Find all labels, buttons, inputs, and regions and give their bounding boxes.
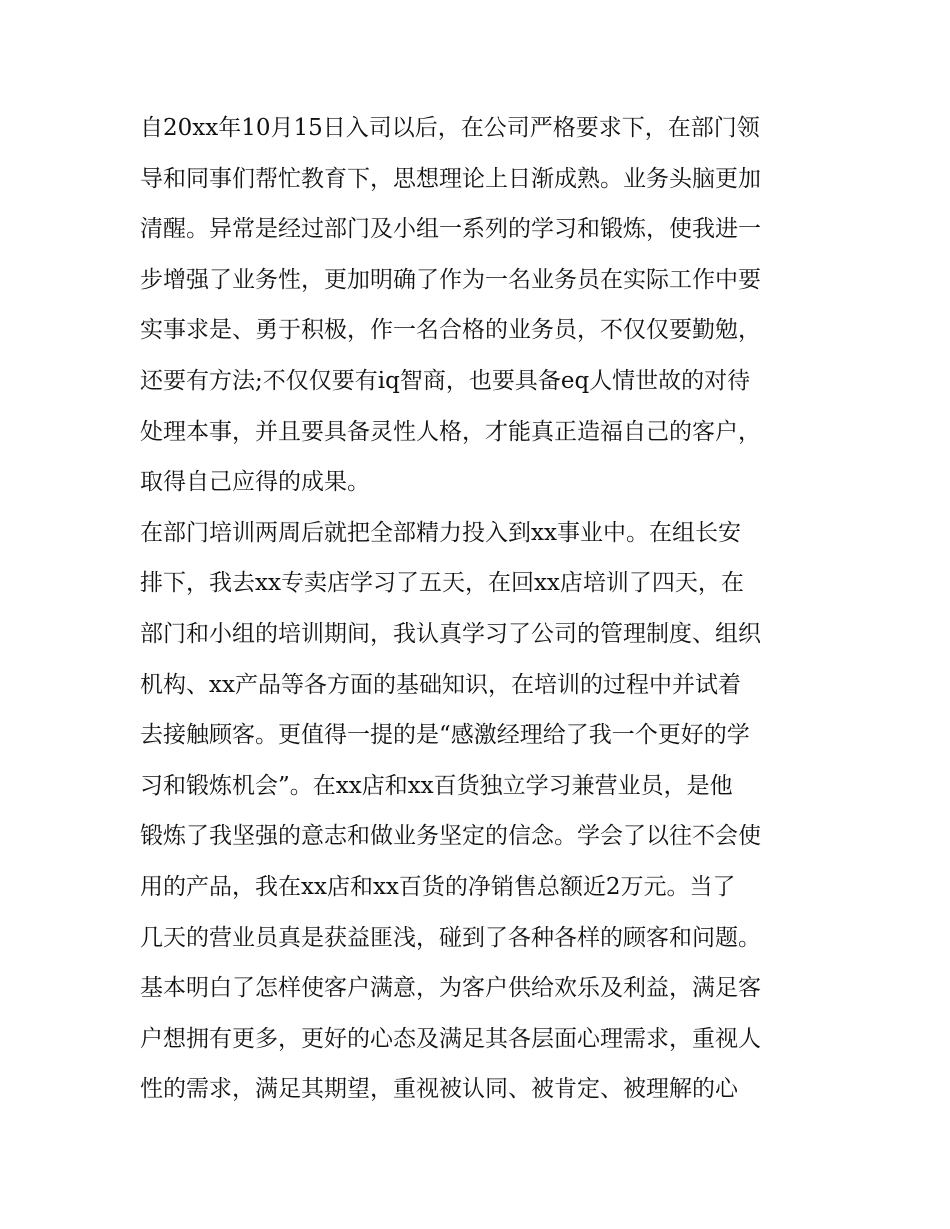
paragraph-2 — [140, 508, 830, 1115]
text-line: 机构、xx产品等各方面的基础知识，在培训的过程中并试着 — [140, 671, 741, 698]
paragraph-1 — [140, 103, 830, 508]
text-line: 步增强了业务性，更加明确了作为一名业务员在实际工作中要 — [140, 266, 761, 293]
text-line: 处理本事，并且要具备灵性人格，才能真正造福自己的客户， — [140, 418, 761, 445]
text-line: 还要有方法;不仅仅要有iq智商，也要具备eq人情世故的对待 — [140, 367, 751, 394]
text-line: 在部门培训两周后就把全部精力投入到xx事业中。在组长安 — [140, 519, 741, 546]
text-line: 实事求是、勇于积极，作一名合格的业务员，不仅仅要勤勉， — [140, 317, 761, 344]
text-line: 性的需求，满足其期望，重视被认同、被肯定、被理解的心 — [140, 1076, 738, 1103]
text-line: 用的产品，我在xx店和xx百货的净销售总额近2万元。当了 — [140, 873, 736, 900]
text-line: 清醒。异常是经过部门及小组一系列的学习和锻炼，使我进一 — [140, 216, 761, 243]
text-line: 排下，我去xx专卖店学习了五天，在回xx店培训了四天，在 — [140, 570, 744, 597]
text-line: 习和锻炼机会”。在xx店和xx百货独立学习兼营业员，是他 — [140, 772, 733, 799]
text-line: 锻炼了我坚强的意志和做业务坚定的信念。学会了以往不会使 — [140, 823, 761, 850]
text-line: 基本明白了怎样使客户满意，为客户供给欢乐及利益，满足客 — [140, 975, 761, 1002]
text-line: 自20xx年10月15日入司以后，在公司严格要求下，在部门领 — [140, 115, 760, 141]
text-line: 几天的营业员真是获益匪浅，碰到了各种各样的顾客和问题。 — [140, 924, 761, 951]
text-line: 去接触顾客。更值得一提的是“感激经理给了我一个更好的学 — [140, 722, 750, 749]
text-line: 导和同事们帮忙教育下，思想理论上日渐成熟。业务头脑更加 — [140, 165, 761, 192]
text-line: 户想拥有更多，更好的心态及满足其各层面心理需求，重视人 — [140, 1025, 761, 1052]
text-line: 取得自己应得的成果。 — [140, 469, 370, 496]
document-body — [140, 103, 830, 1115]
text-line: 部门和小组的培训期间，我认真学习了公司的管理制度、组织 — [140, 620, 761, 647]
